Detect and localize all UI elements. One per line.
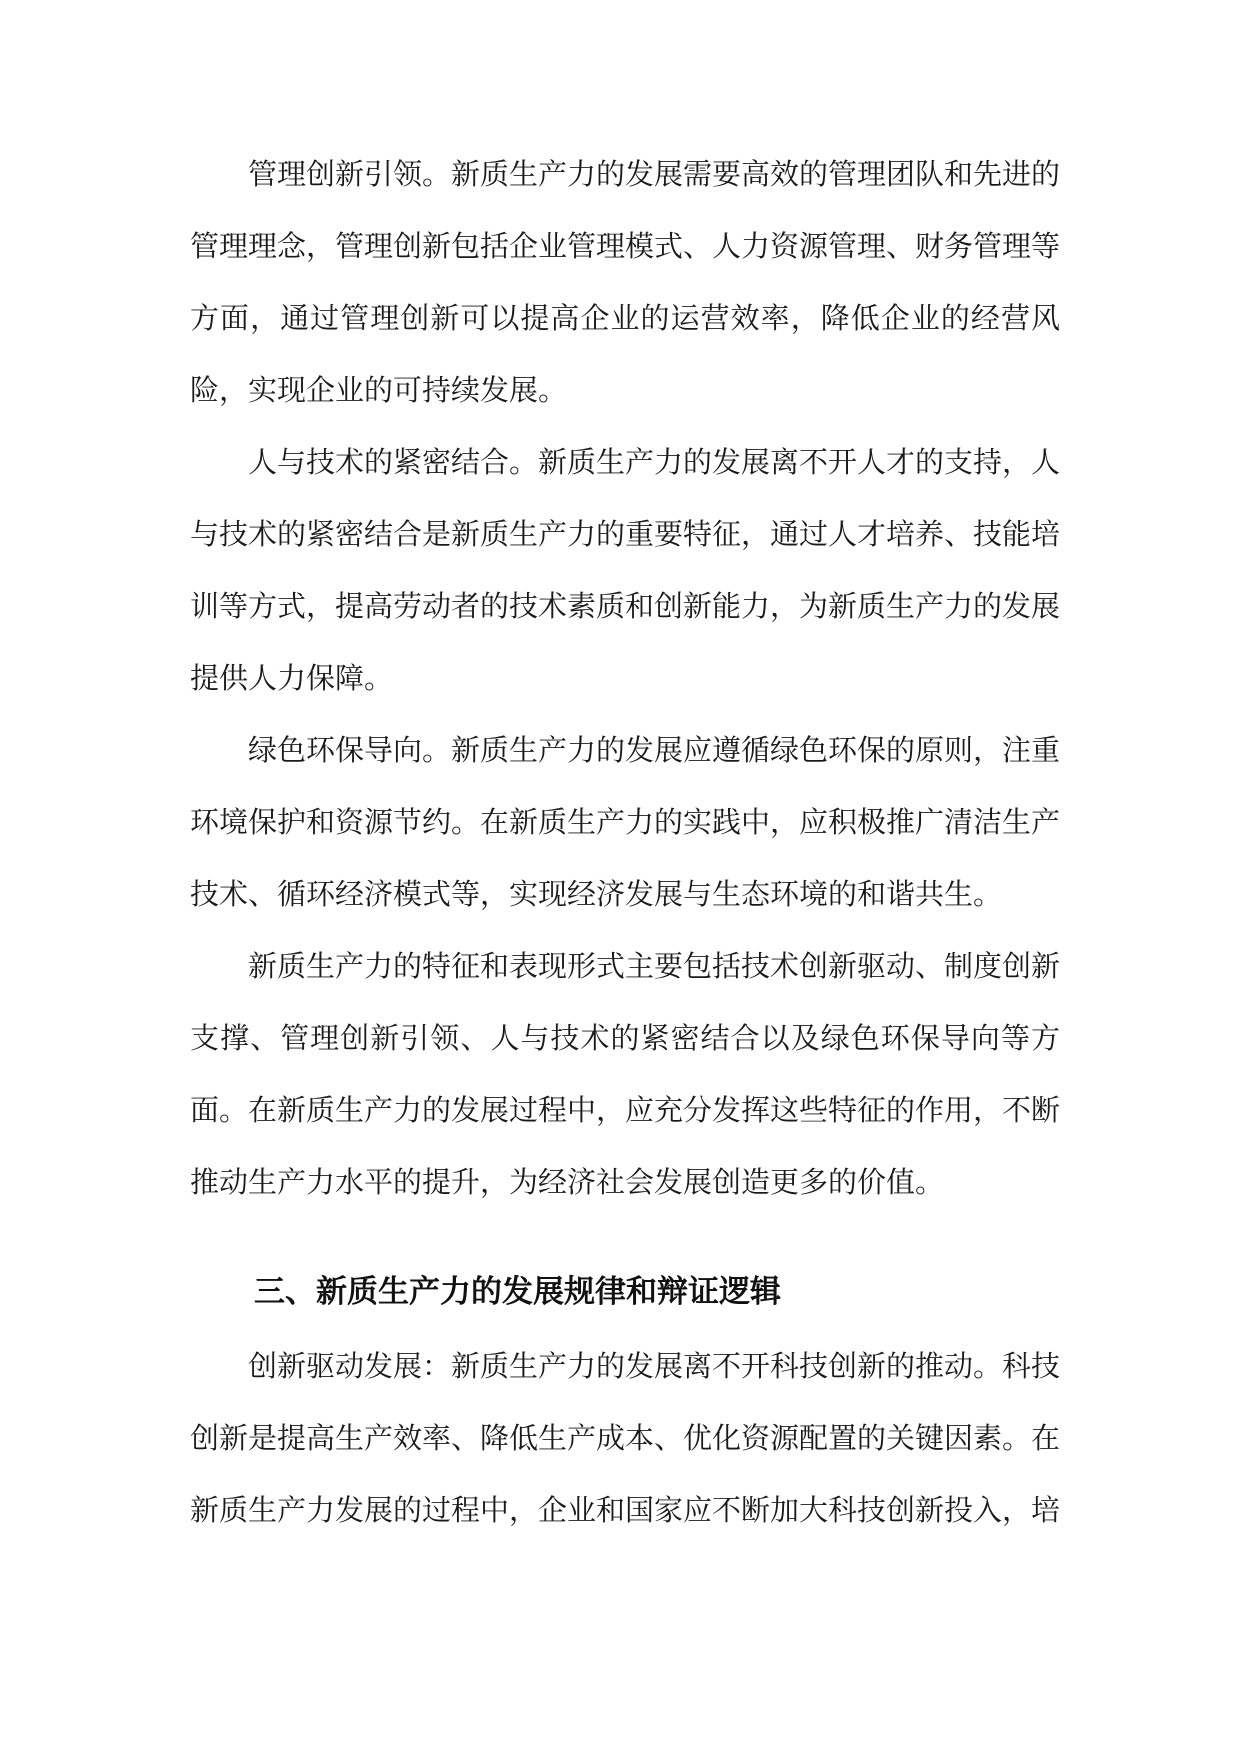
paragraph-summary: 新质生产力的特征和表现形式主要包括技术创新驱动、制度创新支撑、管理创新引领、人与技术的紧密结合以及绿色环保导向等方面。在新质生产力的发展过程中，应充分发挥这些特征的作用，不断推动生产力水平的提升，为经济社会发展创造更多的价值。 xyxy=(190,949,1061,1199)
paragraph-innovation-driven: 创新驱动发展：新质生产力的发展离不开科技创新的推动。科技创新是提高生产效率、降低生产成本、优化资源配置的关键因素。在新质生产力发展的过程中，企业和国家应不断加大科技创新投入，培 xyxy=(190,1349,1061,1527)
paragraph-people-technology: 人与技术的紧密结合。新质生产力的发展离不开人才的支持，人与技术的紧密结合是新质生产力的重要特征，通过人才培养、技能培训等方式，提高劳动者的技术素质和创新能力，为新质生产力的发展提供人力保障。 xyxy=(190,445,1061,695)
paragraph-green-orientation: 绿色环保导向。新质生产力的发展应遵循绿色环保的原则，注重环境保护和资源节约。在新质生产力的实践中，应积极推广清洁生产技术、循环经济模式等，实现经济发展与生态环境的和谐共生。 xyxy=(190,733,1061,911)
paragraph-management-innovation: 管理创新引领。新质生产力的发展需要高效的管理团队和先进的管理理念，管理创新包括企业管理模式、人力资源管理、财务管理等方面，通过管理创新可以提高企业的运营效率，降低企业的经营风险，实现企业的可持续发展。 xyxy=(190,157,1061,407)
section-heading: 三、新质生产力的发展规律和辩证逻辑 xyxy=(254,1274,781,1310)
document-body xyxy=(190,138,1060,1546)
